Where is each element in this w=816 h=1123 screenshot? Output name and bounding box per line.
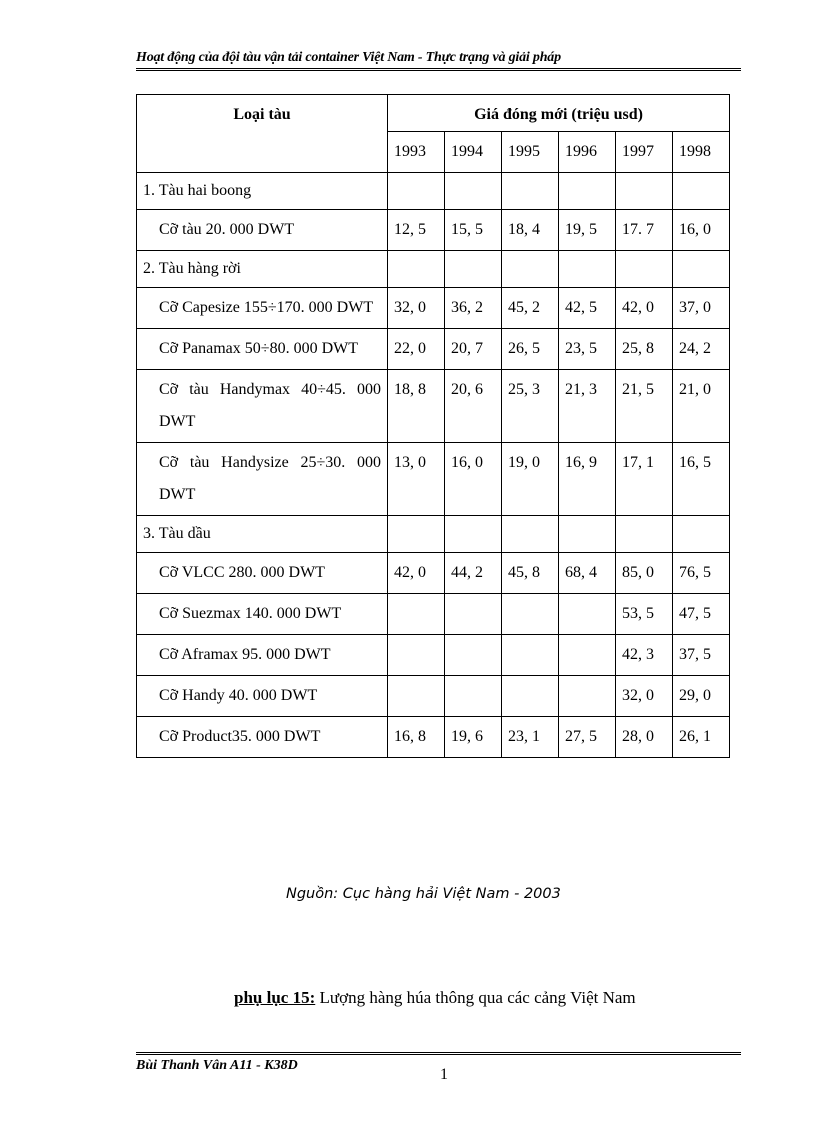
price-cell: 29, 0 <box>673 676 730 717</box>
price-cell: 18, 8 <box>388 370 445 443</box>
ship-size-label: Cỡ VLCC 280. 000 DWT <box>137 553 388 594</box>
category-row <box>137 516 730 553</box>
price-cell: 22, 0 <box>388 329 445 370</box>
price-cell <box>502 676 559 717</box>
price-cell: 42, 0 <box>388 553 445 594</box>
source-note: Nguồn: Cục hàng hải Việt Nam - 2003 <box>286 886 561 902</box>
price-cell <box>445 635 502 676</box>
category-label: 1. Tàu hai boong <box>137 173 388 210</box>
price-cell <box>559 251 616 288</box>
price-cell <box>559 635 616 676</box>
price-cell: 32, 0 <box>616 676 673 717</box>
category-row <box>137 251 730 288</box>
price-cell: 25, 3 <box>502 370 559 443</box>
year-header: 1994 <box>445 132 502 173</box>
running-header: Hoạt động của đội tàu vận tải container Việt Nam - Thực trạng và giải pháp <box>136 50 561 65</box>
price-cell: 20, 6 <box>445 370 502 443</box>
ship-size-label: Cỡ Panamax 50÷80. 000 DWT <box>137 329 388 370</box>
price-cell: 26, 5 <box>502 329 559 370</box>
price-cell: 44, 2 <box>445 553 502 594</box>
price-cell: 16, 0 <box>445 443 502 516</box>
ship-size-label: Cỡ Aframax 95. 000 DWT <box>137 635 388 676</box>
year-header: 1997 <box>616 132 673 173</box>
price-cell: 85, 0 <box>616 553 673 594</box>
price-cell: 23, 5 <box>559 329 616 370</box>
column-header-new-price: Giá đóng mới (triệu usd) <box>388 95 730 132</box>
price-cell: 19, 6 <box>445 717 502 758</box>
table-row <box>137 370 730 443</box>
price-cell: 21, 0 <box>673 370 730 443</box>
price-cell <box>388 516 445 553</box>
category-label: 2. Tàu hàng rời <box>137 251 388 288</box>
price-cell: 16, 5 <box>673 443 730 516</box>
price-cell: 19, 0 <box>502 443 559 516</box>
price-cell: 42, 5 <box>559 288 616 329</box>
price-cell: 24, 2 <box>673 329 730 370</box>
price-cell <box>388 635 445 676</box>
ship-size-label: Cỡ Suezmax 140. 000 DWT <box>137 594 388 635</box>
price-cell: 53, 5 <box>616 594 673 635</box>
price-cell: 42, 3 <box>616 635 673 676</box>
category-label: 3. Tàu dầu <box>137 516 388 553</box>
price-cell <box>445 676 502 717</box>
year-header: 1996 <box>559 132 616 173</box>
price-cell: 15, 5 <box>445 210 502 251</box>
footer-rule <box>136 1052 741 1055</box>
price-cell: 13, 0 <box>388 443 445 516</box>
price-cell <box>502 516 559 553</box>
price-cell <box>445 516 502 553</box>
ship-price-table <box>136 94 730 758</box>
ship-size-label: Cỡ Capesize 155÷170. 000 DWT <box>137 288 388 329</box>
table-row <box>137 635 730 676</box>
price-cell: 27, 5 <box>559 717 616 758</box>
price-cell: 16, 9 <box>559 443 616 516</box>
price-cell: 21, 5 <box>616 370 673 443</box>
price-cell: 45, 8 <box>502 553 559 594</box>
appendix-caption <box>234 988 636 1008</box>
price-cell <box>502 594 559 635</box>
price-cell <box>559 516 616 553</box>
price-cell: 47, 5 <box>673 594 730 635</box>
appendix-text: Lượng hàng húa thông qua các cảng Việt Nam <box>315 988 636 1007</box>
ship-size-label: Cỡ Handy 40. 000 DWT <box>137 676 388 717</box>
price-cell <box>388 173 445 210</box>
price-cell <box>388 676 445 717</box>
table-row <box>137 676 730 717</box>
price-cell <box>616 251 673 288</box>
price-cell <box>559 676 616 717</box>
year-header: 1993 <box>388 132 445 173</box>
table-row <box>137 443 730 516</box>
price-cell <box>502 635 559 676</box>
table-row <box>137 553 730 594</box>
ship-size-label: Cỡ Product35. 000 DWT <box>137 717 388 758</box>
price-cell: 76, 5 <box>673 553 730 594</box>
price-cell <box>388 594 445 635</box>
year-header: 1998 <box>673 132 730 173</box>
price-cell <box>502 251 559 288</box>
price-cell: 17. 7 <box>616 210 673 251</box>
price-cell: 21, 3 <box>559 370 616 443</box>
price-cell <box>388 251 445 288</box>
price-cell: 17, 1 <box>616 443 673 516</box>
price-cell: 16, 0 <box>673 210 730 251</box>
price-cell: 45, 2 <box>502 288 559 329</box>
price-cell <box>673 251 730 288</box>
price-cell: 12, 5 <box>388 210 445 251</box>
price-cell <box>673 516 730 553</box>
price-cell <box>559 173 616 210</box>
price-cell: 36, 2 <box>445 288 502 329</box>
appendix-label: phụ lục 15: <box>234 988 316 1007</box>
table-body <box>137 173 730 758</box>
column-header-ship-type: Loại tàu <box>137 95 388 173</box>
ship-size-label: Cỡ tàu 20. 000 DWT <box>137 210 388 251</box>
price-cell: 16, 8 <box>388 717 445 758</box>
table-header-row <box>137 95 730 132</box>
price-cell: 37, 0 <box>673 288 730 329</box>
price-cell: 32, 0 <box>388 288 445 329</box>
header-rule <box>136 68 741 71</box>
price-cell: 18, 4 <box>502 210 559 251</box>
price-cell: 23, 1 <box>502 717 559 758</box>
price-cell <box>445 251 502 288</box>
category-row <box>137 173 730 210</box>
table-row <box>137 288 730 329</box>
ship-size-label: Cỡ tàu Handymax 40÷45. 000 DWT <box>137 370 388 443</box>
page-number: 1 <box>440 1066 448 1083</box>
price-cell: 28, 0 <box>616 717 673 758</box>
price-cell: 68, 4 <box>559 553 616 594</box>
table-row <box>137 329 730 370</box>
price-cell: 20, 7 <box>445 329 502 370</box>
price-cell <box>559 594 616 635</box>
price-cell: 19, 5 <box>559 210 616 251</box>
price-cell <box>616 516 673 553</box>
price-cell: 42, 0 <box>616 288 673 329</box>
price-cell <box>445 594 502 635</box>
price-cell: 26, 1 <box>673 717 730 758</box>
footer-author: Bùi Thanh Vân A11 - K38D <box>136 1058 298 1073</box>
table-row <box>137 210 730 251</box>
price-cell <box>502 173 559 210</box>
table-row <box>137 594 730 635</box>
price-cell <box>445 173 502 210</box>
table-row <box>137 717 730 758</box>
year-header: 1995 <box>502 132 559 173</box>
price-cell: 37, 5 <box>673 635 730 676</box>
price-cell <box>673 173 730 210</box>
price-cell: 25, 8 <box>616 329 673 370</box>
ship-size-label: Cỡ tàu Handysize 25÷30. 000 DWT <box>137 443 388 516</box>
price-cell <box>616 173 673 210</box>
